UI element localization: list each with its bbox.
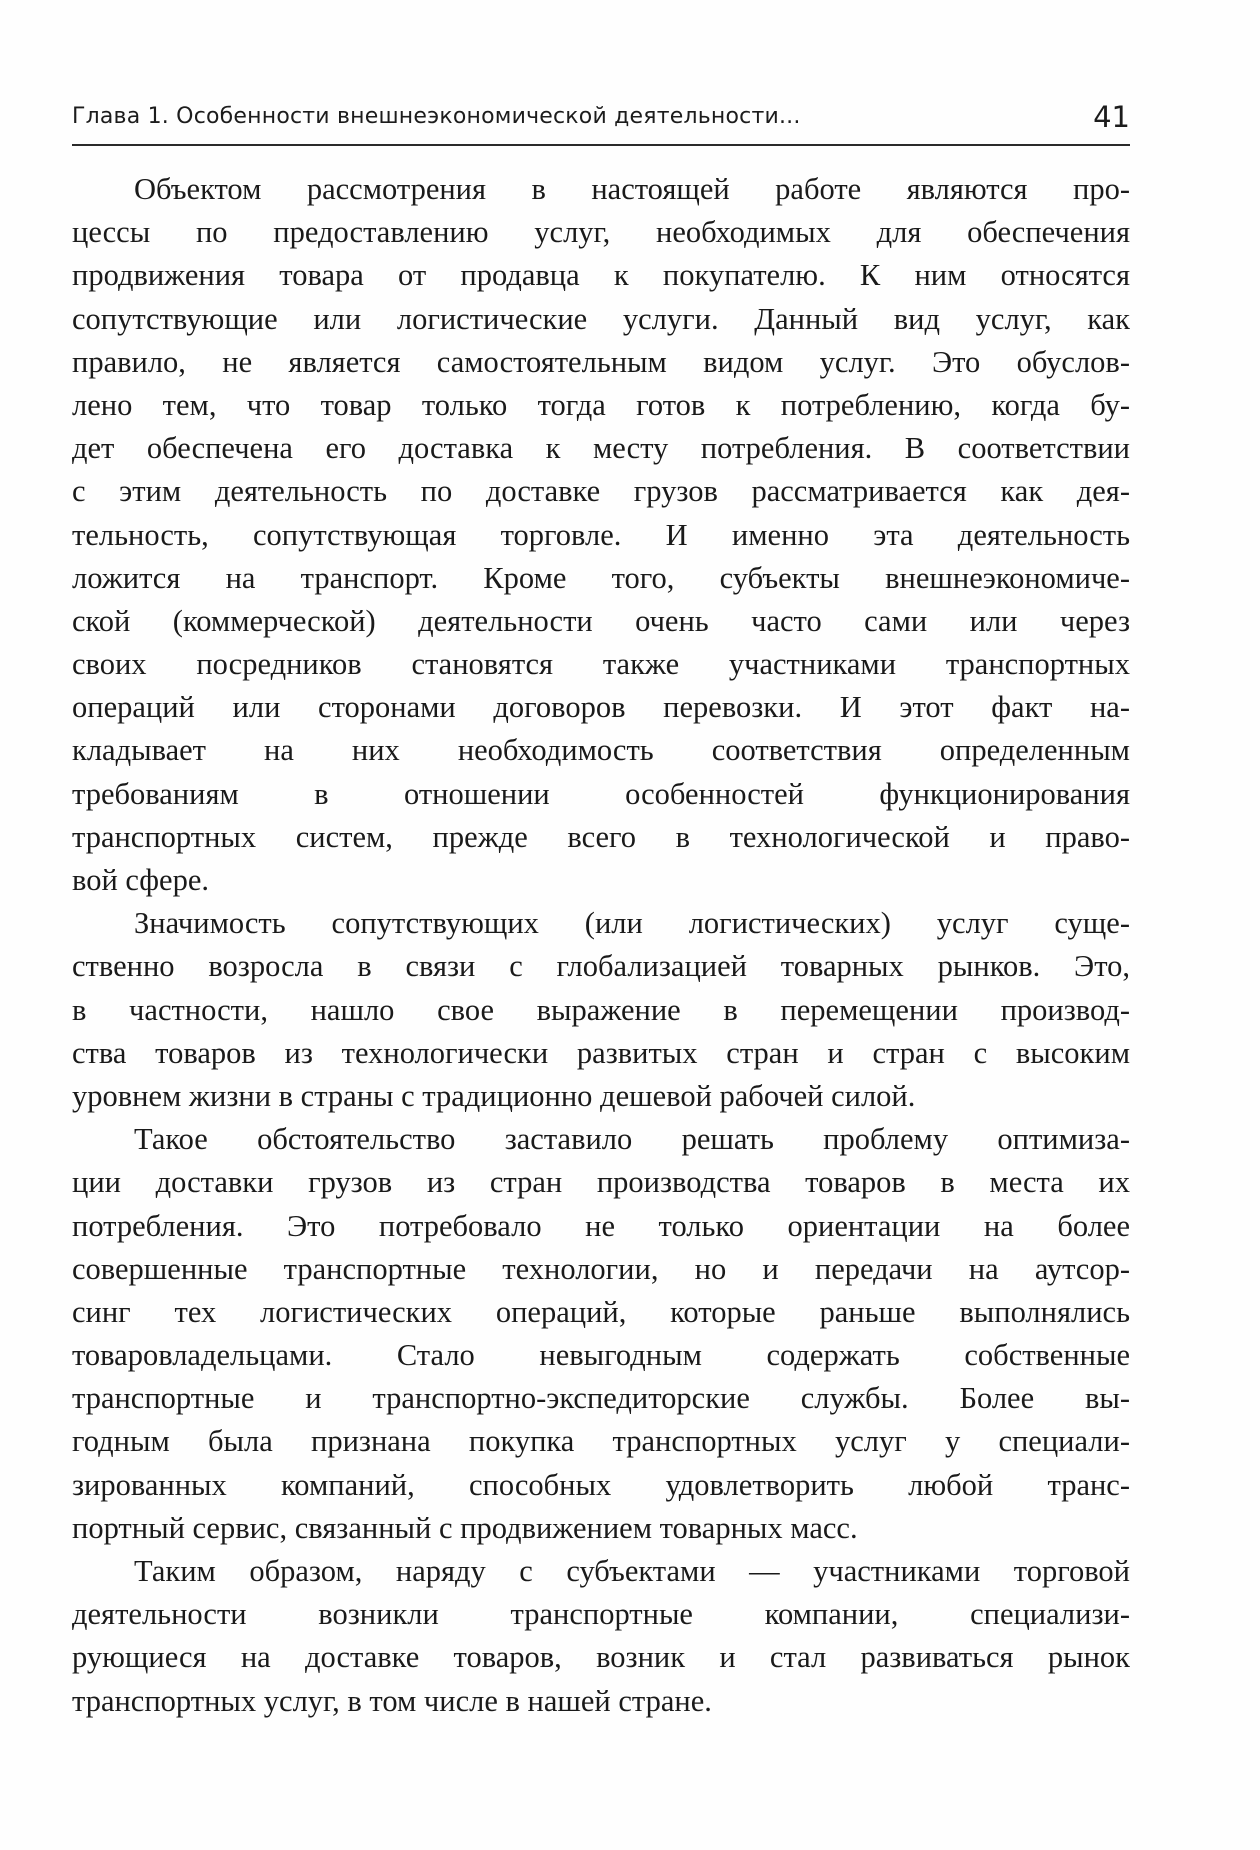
text-line: транспортных систем, прежде всего в технологической и право- <box>72 819 1130 854</box>
text-line: ства товаров из технологически развитых стран и стран с высоким <box>72 1035 1130 1070</box>
text-line: требованиям в отношении особенностей функционирования <box>72 776 1130 811</box>
text-line: в частности, нашло свое выражение в перемещении производ- <box>72 992 1130 1027</box>
text-line: вой сфере. <box>72 863 210 897</box>
text-line: лено тем, что товар только тогда готов к потреблению, когда бу- <box>72 387 1130 422</box>
text-line: сопутствующие или логистические услуги. Данный вид услуг, как <box>72 301 1130 336</box>
text-line: совершенные транспортные технологии, но и передачи на аутсор- <box>72 1251 1130 1286</box>
text-line: годным была признана покупка транспортных услуг у специали- <box>72 1424 1130 1459</box>
text-line: потребления. Это потребовало не только ориентации на более <box>72 1208 1130 1243</box>
text-line: ции доставки грузов из стран производства товаров в места их <box>72 1165 1130 1200</box>
text-line: деятельности возникли транспортные компании, специализи- <box>72 1597 1130 1632</box>
text-line: транспортных услуг, в том числе в нашей стране. <box>72 1683 712 1718</box>
text-line: ской (коммерческой) деятельности очень часто сами или через <box>72 603 1130 638</box>
text-line: правило, не является самостоятельным видом услуг. Это обуслов- <box>72 344 1130 379</box>
paragraph <box>72 1550 1130 1723</box>
text-line: Объектом рассмотрения в настоящей работе являются про- <box>134 172 1130 206</box>
page-number: 41 <box>1093 100 1130 134</box>
text-line: уровнем жизни в страны с традиционно дешевой рабочей силой. <box>72 1078 916 1113</box>
text-line: дет обеспечена его доставка к месту потребления. В соответствии <box>72 431 1130 466</box>
paragraph <box>72 902 1130 1118</box>
text-line: кладывает на них необходимость соответствия определенным <box>72 733 1130 768</box>
text-line: Такое обстоятельство заставило решать проблему оптимиза- <box>134 1122 1130 1157</box>
paragraph <box>72 168 1130 902</box>
text-line: с этим деятельность по доставке грузов рассматривается как дея- <box>72 474 1130 509</box>
text-line: синг тех логистических операций, которые раньше выполнялись <box>72 1294 1130 1329</box>
text-line: Значимость сопутствующих (или логистических) услуг суще- <box>134 906 1130 941</box>
text-line: операций или сторонами договоров перевозки. И этот факт на- <box>72 690 1130 725</box>
body-text <box>72 168 1130 1723</box>
text-line: ложится на транспорт. Кроме того, субъекты внешнеэкономиче- <box>72 560 1130 595</box>
running-header <box>72 100 1130 146</box>
text-line: транспортные и транспортно-экспедиторские службы. Более вы- <box>72 1381 1130 1416</box>
text-line: рующиеся на доставке товаров, возник и стал развиваться рынок <box>72 1640 1130 1675</box>
text-line: цессы по предоставлению услуг, необходимых для обеспечения <box>72 215 1130 250</box>
text-line: портный сервис, связанный с продвижением товарных масс. <box>72 1510 858 1545</box>
text-line: Таким образом, наряду с субъектами — участниками торговой <box>134 1554 1130 1588</box>
text-line: зированных компаний, способных удовлетворить любой транс- <box>72 1467 1130 1502</box>
text-line: своих посредников становятся также участниками транспортных <box>72 647 1130 682</box>
text-line: тельность, сопутствующая торговле. И именно эта деятельность <box>72 517 1130 552</box>
text-line: ственно возросла в связи с глобализацией товарных рынков. Это, <box>72 949 1130 984</box>
text-line: продвижения товара от продавца к покупателю. К ним относятся <box>72 258 1130 293</box>
paragraph <box>72 1118 1130 1550</box>
chapter-title: Глава 1. Особенности внешнеэкономической деятельности... <box>72 104 801 129</box>
text-line: товаровладельцами. Стало невыгодным содержать собственные <box>72 1338 1130 1373</box>
